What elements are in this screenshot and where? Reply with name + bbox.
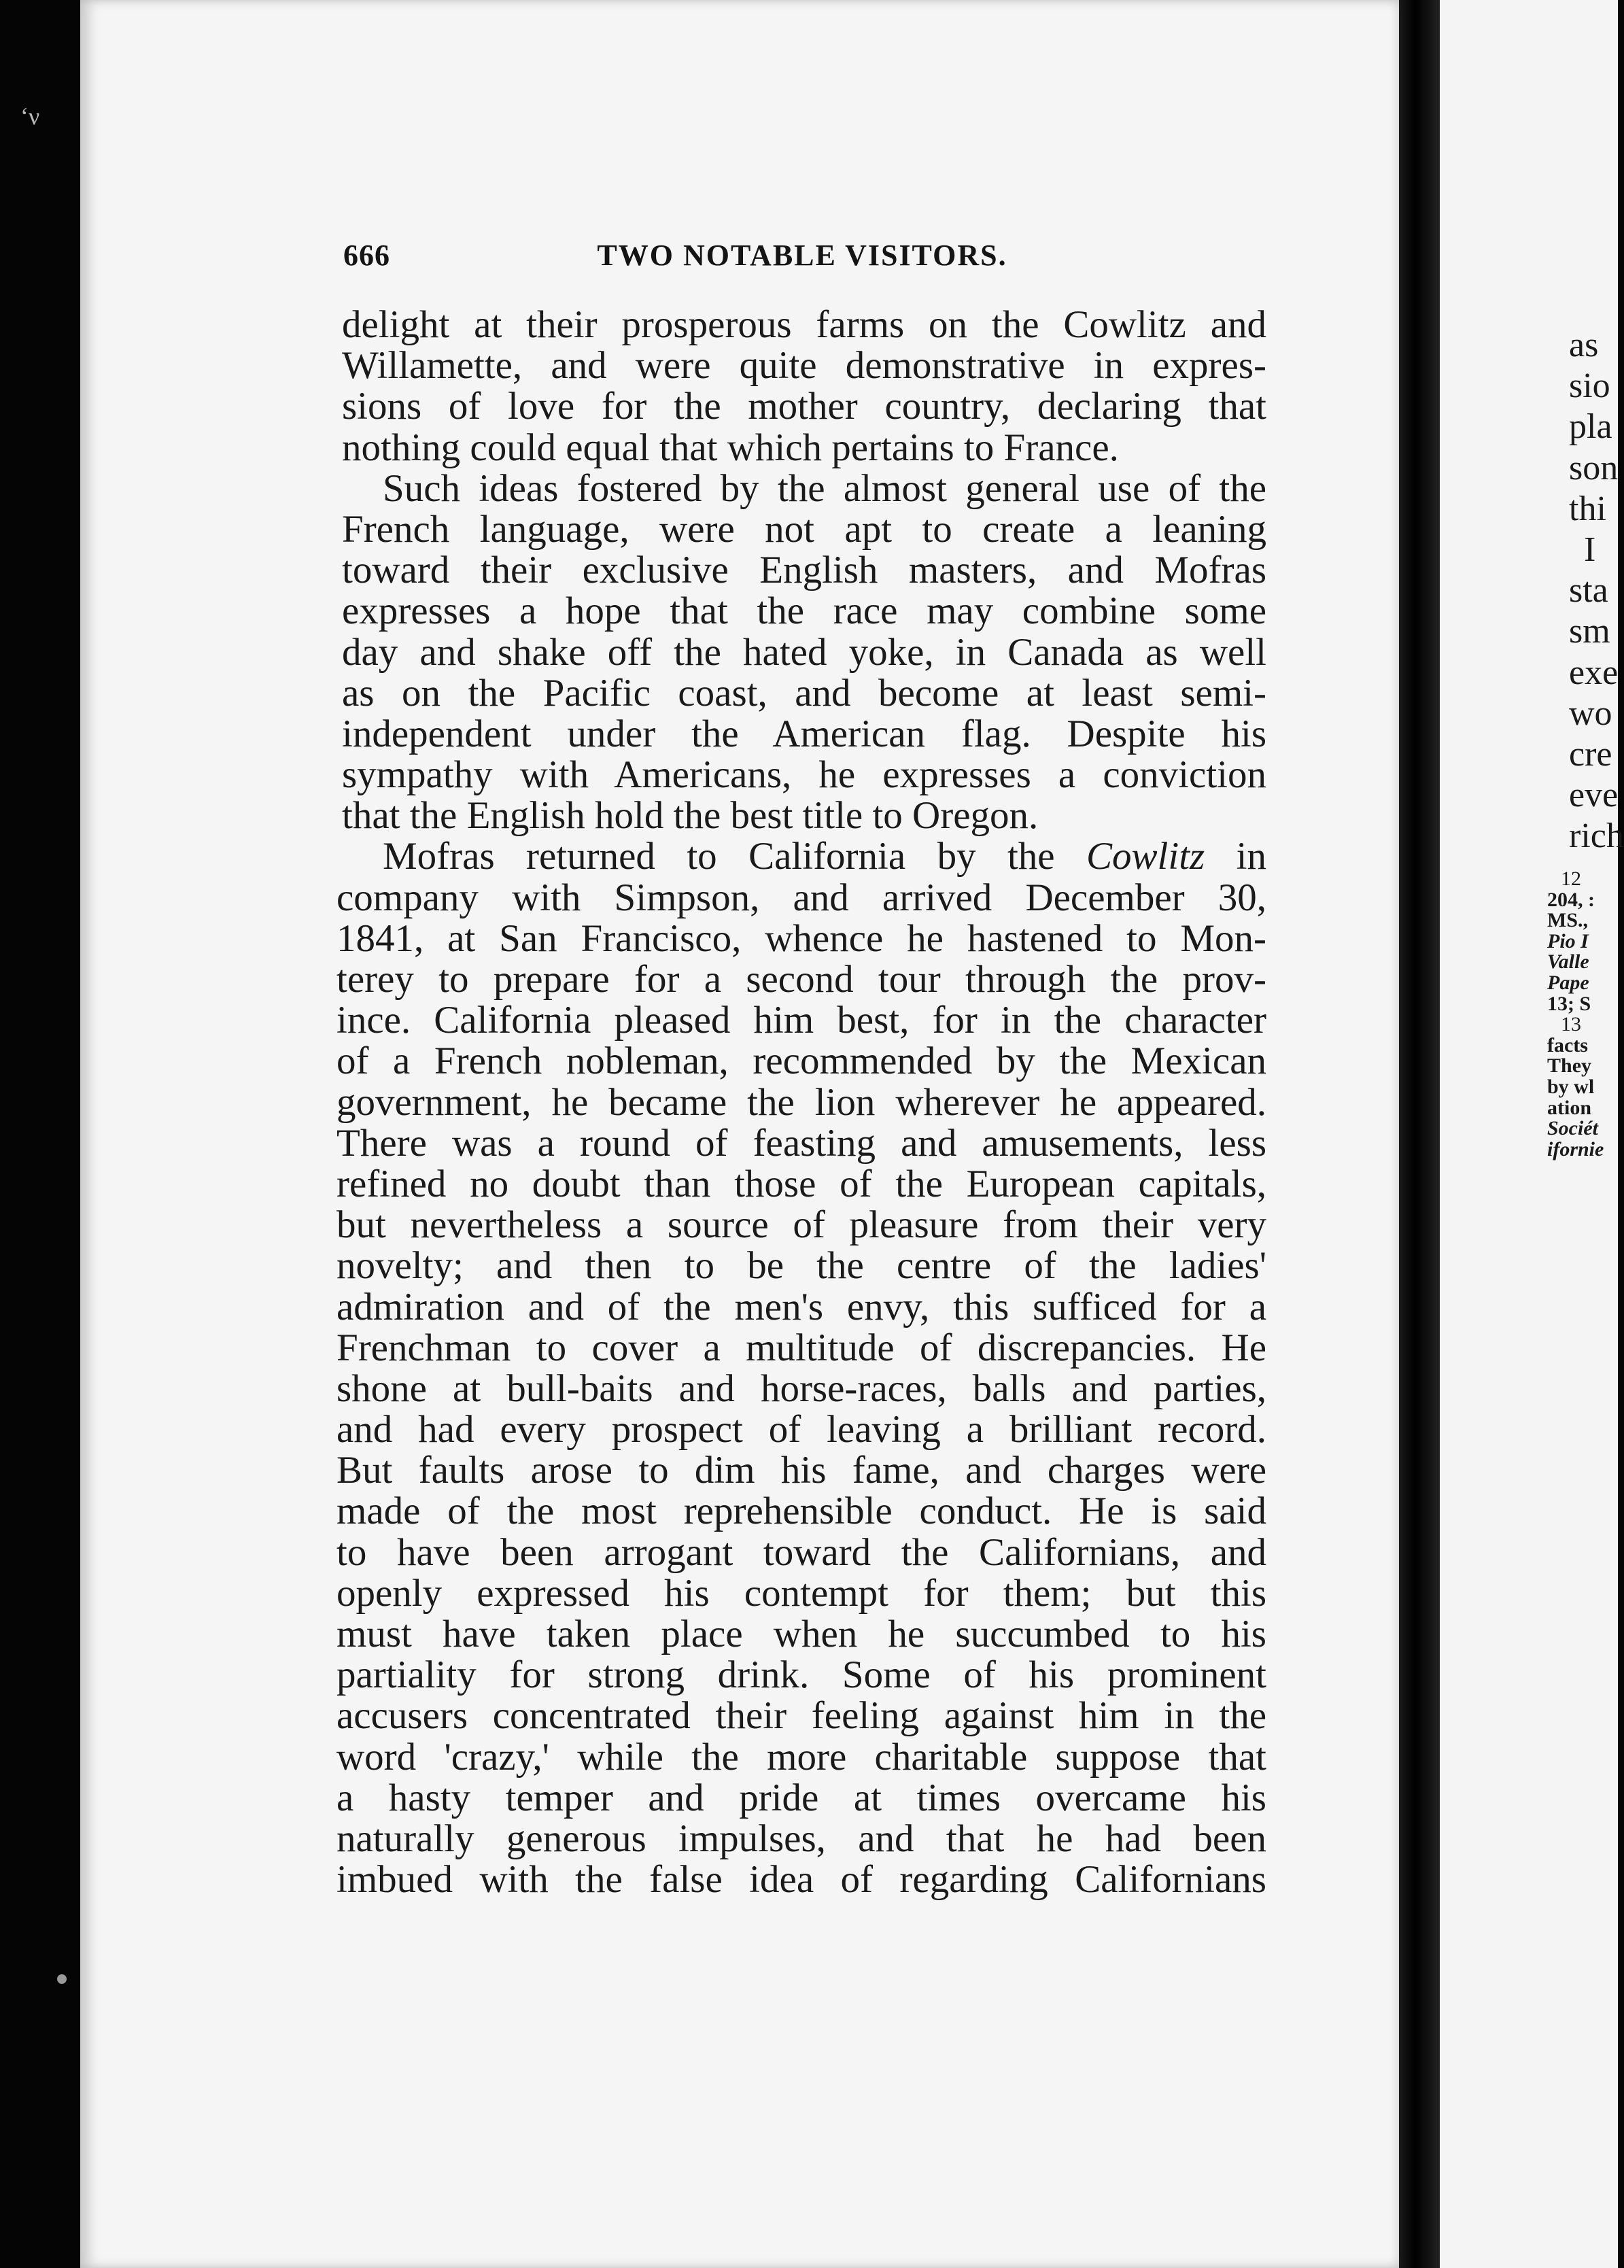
text-line: delight at their prosperous farms on the Cowlitz and (342, 303, 1266, 346)
text-line: son (1569, 448, 1619, 487)
footnote-line: facts (1547, 1033, 1588, 1056)
text-line: ince. California pleased him best, for in the character (336, 999, 1266, 1042)
right-page-footnotes (1547, 869, 1604, 1160)
text-line: toward their exclusive English masters, and Mofras (342, 549, 1266, 592)
text-line: to have been arrogant toward the Californians, and (336, 1530, 1266, 1574)
text-line: that the English hold the best title to Oregon. (342, 794, 1039, 838)
text-line: terey to prepare for a second tour through the prov- (336, 958, 1266, 1001)
text-line: French language, were not apt to create a leaning (342, 507, 1266, 551)
text-line: 1841, at San Francisco, whence he hastened to Mon- (336, 916, 1266, 960)
text-line: eve (1569, 776, 1619, 815)
footnote-line: MS., (1547, 909, 1588, 932)
text-line: Frenchman to cover a multitude of discrepancies. He (336, 1326, 1266, 1369)
right-page-fragment (1440, 0, 1624, 2268)
text-line: of a French nobleman, recommended by the Mexican (336, 1040, 1266, 1083)
footnote-line: 13; S (1547, 992, 1591, 1015)
running-head (343, 238, 1261, 279)
footnote-line: Valle (1547, 950, 1589, 974)
footnote-line: They (1547, 1054, 1592, 1078)
text-line: sions of love for the mother country, declaring that (342, 385, 1266, 428)
page-number: 666 (343, 239, 390, 272)
text-line: nothing could equal that which pertains to France. (342, 426, 1119, 469)
footnote-line: Pape (1547, 971, 1589, 994)
text-line: company with Simpson, and arrived December 30, (336, 876, 1266, 919)
text-line: Willamette, and were quite demonstrative in expres- (342, 344, 1266, 388)
text-line: imbued with the false idea of regarding Californians (336, 1858, 1266, 1902)
body-text (336, 303, 1266, 1902)
footnote-line: by wl (1547, 1075, 1595, 1098)
footnote-line: ifornie (1547, 1137, 1604, 1161)
text-line: sympathy with Americans, he expresses a conviction (342, 753, 1266, 797)
text-line: Such ideas fostered by the almost general use of the (383, 466, 1266, 510)
text-line: cre (1569, 734, 1612, 774)
text-line: as (1569, 326, 1599, 364)
scan-speck (57, 1974, 67, 1984)
footnote-line: Pio I (1547, 929, 1589, 952)
text-line: But faults arose to dim his fame, and charges were (336, 1449, 1266, 1492)
footnote-line: ation (1547, 1096, 1592, 1119)
text-line: shone at bull-baits and horse-races, balls and parties, (336, 1367, 1266, 1410)
text-line: pla (1569, 407, 1612, 447)
footnote-line: 13 (1561, 1013, 1581, 1036)
text-line: rich (1569, 817, 1624, 856)
text-line: expresses a hope that the race may combine some (342, 589, 1266, 633)
text-line: must have taken place when he succumbed to his (336, 1613, 1266, 1655)
text-line: day and shake off the hated yoke, in Canada as well (342, 630, 1266, 674)
text-line: sta (1569, 571, 1608, 611)
text-line: There was a round of feasting and amusements, less (336, 1121, 1266, 1165)
text-line: refined no doubt than those of the European capitals, (336, 1162, 1266, 1205)
text-line: sio (1569, 366, 1610, 406)
text-line: and had every prospect of leaving a brilliant record. (336, 1408, 1266, 1451)
running-head-title: TWO NOTABLE VISITORS. (597, 239, 1007, 272)
text-line: word 'crazy,' while the more charitable suppose that (336, 1735, 1266, 1779)
text-line: accusers concentrated their feeling against him in the (336, 1694, 1266, 1738)
text-line: exe (1569, 653, 1619, 692)
text-line: but nevertheless a source of pleasure from their very (336, 1203, 1266, 1247)
text-line: novelty; and then to be the centre of the ladies' (336, 1244, 1266, 1288)
text-line: Mofras returned to California by the Cowlitz in (383, 835, 1266, 878)
edge-mark: ‘ν (20, 103, 40, 130)
right-page-text (1569, 325, 1624, 857)
footnote-line: 12 (1561, 867, 1581, 890)
book-gutter (1399, 0, 1440, 2268)
footnote-line: 204, : (1547, 888, 1595, 911)
text-line: wo (1569, 693, 1612, 733)
text-line: openly expressed his contempt for them; but this (336, 1571, 1266, 1615)
left-page (80, 0, 1399, 2268)
text-line: made of the most reprehensible conduct. He is said (336, 1490, 1266, 1533)
text-line: a hasty temper and pride at times overcame his (336, 1776, 1266, 1819)
text-line: admiration and of the men's envy, this sufficed for a (336, 1285, 1266, 1328)
text-line: partiality for strong drink. Some of his prominent (336, 1653, 1266, 1697)
footnote-line: Sociét (1547, 1117, 1598, 1140)
text-line: as on the Pacific coast, and become at least semi- (342, 671, 1266, 715)
ship-name: Cowlitz (1086, 835, 1205, 878)
text-line: naturally generous impulses, and that he had been (336, 1817, 1266, 1860)
text-line: I (1584, 530, 1596, 569)
text-line: government, he became the lion wherever he appeared. (336, 1080, 1266, 1124)
text-line: independent under the American flag. Despite his (342, 712, 1266, 755)
text-line: thi (1569, 489, 1606, 528)
text-line: sm (1569, 612, 1610, 651)
